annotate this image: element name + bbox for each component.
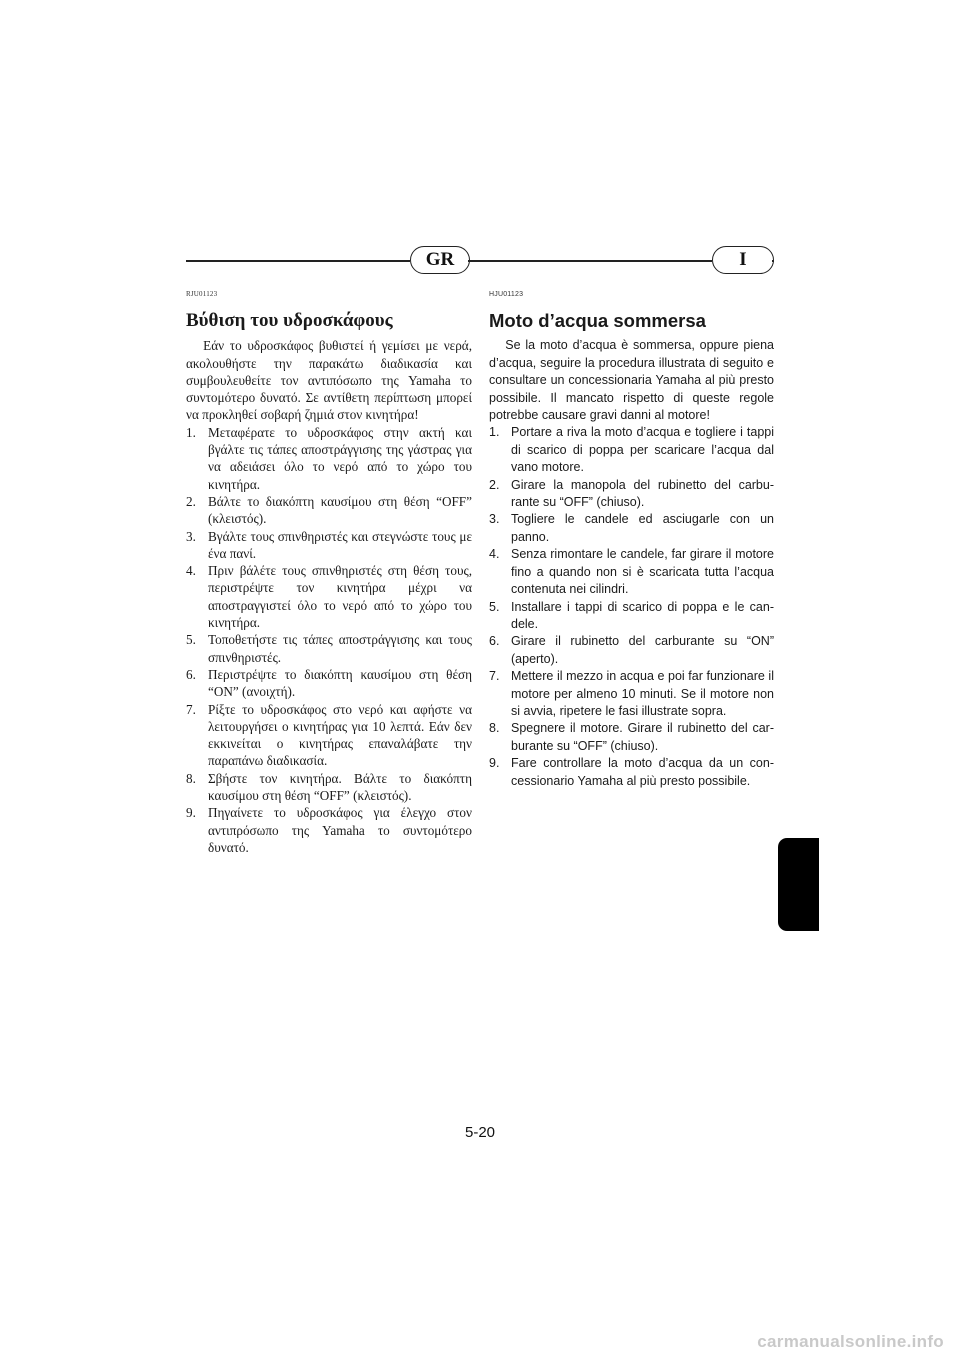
step-number: 4. <box>489 547 500 562</box>
step-text: Τοποθετήστε τις τάπες αποστράγγισης και τους σπινθηριστές. <box>208 632 472 665</box>
step-text: Girare il rubinetto del carburante su “ON” (aperto). <box>511 634 774 666</box>
list-item <box>186 804 472 856</box>
section-title-italian: Moto d’acqua sommersa <box>489 310 706 332</box>
step-text: Installare i tappi di scarico di poppa e le can-dele. <box>511 599 774 631</box>
list-item <box>186 770 472 805</box>
header-rule-left <box>186 260 410 262</box>
list-item <box>489 720 774 755</box>
step-text: Βγάλτε τους σπινθηριστές και στεγνώστε τους με ένα πανί. <box>208 528 472 561</box>
header-rule-middle <box>468 260 712 262</box>
list-item <box>489 424 774 476</box>
step-number: 5. <box>186 632 196 648</box>
list-item <box>489 546 774 598</box>
step-number: 6. <box>186 666 196 682</box>
list-item <box>186 424 472 493</box>
step-number: 1. <box>186 424 196 440</box>
section-thumb-tab <box>778 838 819 931</box>
step-text: Πηγαίνετε το υδροσκάφος για έλεγχο στον αντιπρόσωπο της Yamaha το συντομότερο δυνατό. <box>208 805 472 855</box>
step-text: Togliere le candele ed asciugarle con un panno. <box>511 512 774 544</box>
list-item <box>489 668 774 720</box>
list-item <box>186 528 472 563</box>
step-number: 8. <box>489 721 500 736</box>
step-text: Βάλτε το διακόπτη καυσίμου στη θέση “OFF” (κλειστός). <box>208 493 472 527</box>
intro-paragraph-italian: Se la moto d’acqua è sommersa, oppure piena d’acqua, seguire la procedura illustrata di seguito e consultare un concessionaria Yamaha al più presto possibile. Il mancato rispetto di queste regole potrebbe causare gravi danni al motore! <box>489 338 774 423</box>
italian-column <box>489 286 774 790</box>
step-number: 7. <box>186 701 196 717</box>
step-number: 6. <box>489 634 500 649</box>
step-text: Πριν βάλέτε τους σπινθηριστές στη θέση τους, περιστρέψτε τον κινητήρα μέχρι να αποστραγγιστεί όλο το νερό από το χώρο του κινητήρα. <box>208 563 472 631</box>
step-text: Spegnere il motore. Girare il rubinetto del car-burante su “OFF” (chiuso). <box>511 721 774 753</box>
list-item <box>489 511 774 546</box>
step-text: Portare a riva la moto d’acqua e togliere i tappi di scarico di poppa per scaricare l’acqua dal vano motore. <box>511 425 774 475</box>
intro-paragraph-greek: Εάν το υδροσκάφος βυθιστεί ή γεμίσει με νερά, ακολουθήστε την παρακάτω διαδικασία και συμβουλευθείτε τον αντιπόσωπο της Yamaha το συντομότερο δυνατό. Σε αντίθετη περίπτωση μπορεί να προκληθεί σοβαρή ζημιά στον κινητήρα! <box>186 338 472 423</box>
watermark: carmanualsonline.info <box>757 1332 944 1351</box>
step-number: 4. <box>186 563 196 579</box>
step-number: 2. <box>186 493 196 509</box>
step-number: 1. <box>489 425 500 440</box>
list-item <box>186 666 472 701</box>
steps-list-greek <box>186 424 472 856</box>
list-item <box>489 755 774 790</box>
steps-list-italian <box>489 424 774 790</box>
section-title-greek: Βύθιση του υδροσκάφους <box>186 310 393 332</box>
greek-column <box>186 286 472 856</box>
section-code-italian: HJU01123 <box>489 291 524 298</box>
step-number: 9. <box>489 756 500 771</box>
step-text: Ρίξτε το υδροσκάφος στο νερό και αφήστε να λειτουργήσει ο κινητήρας για 10 λεπτά. Εάν δεν εκκινείται ο κινητήρας επαναλάβατε την παραπάνω διαδικασία. <box>208 701 472 769</box>
step-text: Περιστρέψτε το διακόπτη καυσίμου στη θέση “ON” (ανοιχτή). <box>208 666 472 700</box>
step-text: Μεταφέρατε το υδροσκάφος στην ακτή και βγάλτε τις τάπες αποστράγγισης της γάστρας για να αδειάσει όλο το νερό από το χώρο του κινητήρα. <box>208 424 472 492</box>
page-number: 5-20 <box>464 1124 496 1141</box>
list-item <box>186 631 472 666</box>
step-number: 2. <box>489 477 500 492</box>
step-text: Girare la manopola del rubinetto del carbu-rante su “OFF” (chiuso). <box>511 477 774 510</box>
list-item <box>186 493 472 528</box>
step-number: 5. <box>489 599 500 614</box>
header-rule-right <box>772 260 774 262</box>
step-number: 3. <box>489 512 500 527</box>
language-header <box>186 246 774 276</box>
step-number: 8. <box>186 770 196 786</box>
step-text: Fare controllare la moto d’acqua da un con-cessionario Yamaha al più presto possibile. <box>511 756 774 788</box>
step-text: Mettere il mezzo in acqua e poi far funzionare il motore per almeno 10 minuti. Se il motore non si avvia, ripetere le fasi illustrate sopra. <box>511 669 774 718</box>
list-item <box>489 633 774 668</box>
step-number: 3. <box>186 528 196 544</box>
list-item <box>489 477 774 512</box>
list-item <box>489 599 774 634</box>
list-item <box>186 701 472 770</box>
step-number: 9. <box>186 805 196 821</box>
list-item <box>186 562 472 631</box>
step-text: Σβήστε τον κινητήρα. Βάλτε το διακόπτη καυσίμου στη θέση “OFF” (κλειστός). <box>208 770 472 804</box>
step-text: Senza rimontare le candele, far girare il motore fino a quando non si è scaricata tutta l’acqua contenuta nei cilindri. <box>511 547 774 597</box>
section-code-greek: RJU01123 <box>186 290 218 298</box>
language-label-greek: GR <box>410 246 470 274</box>
step-number: 7. <box>489 669 500 684</box>
language-label-italian: I <box>712 246 774 274</box>
